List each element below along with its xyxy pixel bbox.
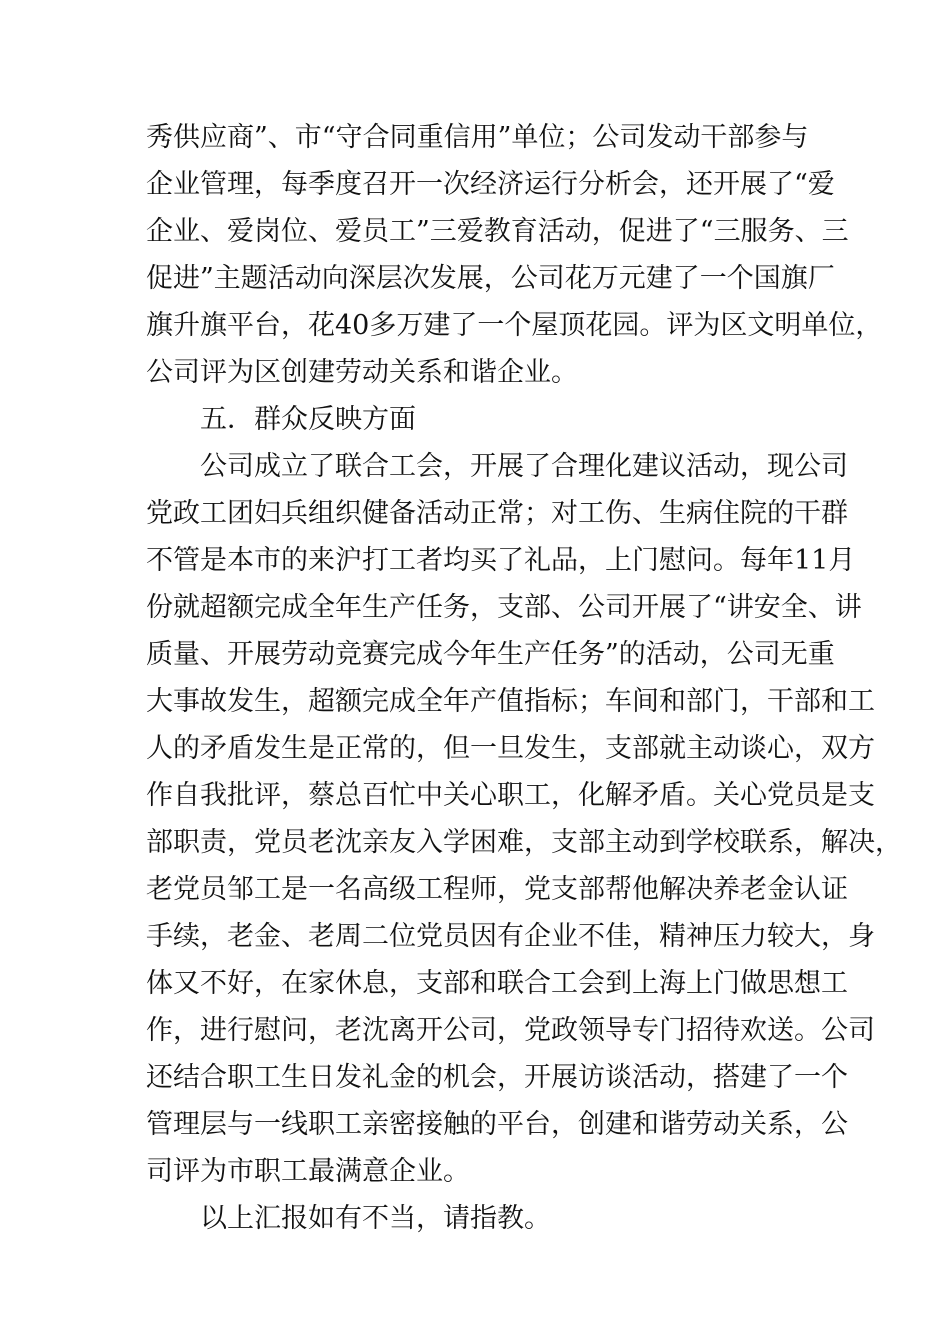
text-line: 作自我批评，蔡总百忙中关心职工，化解矛盾。关心党员是支 — [146, 780, 875, 811]
text-line: 还结合职工生日发礼金的机会，开展访谈活动，搭建了一个 — [146, 1062, 848, 1093]
text-line: 体又不好，在家休息，支部和联合工会到上海上门做思想工 — [146, 968, 848, 999]
text-line: 大事故发生，超额完成全年产值指标；车间和部门，干部和工 — [146, 686, 875, 717]
text-line: 司评为市职工最满意企业。 — [146, 1156, 470, 1187]
text-line: 五．群众反映方面 — [200, 404, 416, 435]
text-line: 以上汇报如有不当，请指教。 — [200, 1203, 551, 1234]
text-line: 公司成立了联合工会，开展了合理化建议活动，现公司 — [200, 451, 848, 482]
text-line: 份就超额完成全年生产任务，支部、公司开展了“讲安全、讲 — [146, 592, 862, 623]
text-line: 手续，老金、老周二位党员因有企业不佳，精神压力较大，身 — [146, 921, 875, 952]
text-line: 促进”主题活动向深层次发展，公司花万元建了一个国旗厂 — [146, 263, 835, 294]
text-line: 企业管理，每季度召开一次经济运行分析会，还开展了“爱 — [146, 169, 835, 200]
text-line: 质量、开展劳动竞赛完成今年生产任务”的活动，公司无重 — [146, 639, 835, 670]
text-line: 公司评为区创建劳动关系和谐企业。 — [146, 357, 578, 388]
text-line: 部职责，党员老沈亲友入学困难，支部主动到学校联系，解决， — [146, 827, 902, 858]
text-line: 不管是本市的来沪打工者均买了礼品，上门慰问。每年11月 — [146, 545, 856, 576]
text-line: 企业、爱岗位、爱员工”三爱教育活动，促进了“三服务、三 — [146, 216, 849, 247]
text-line: 老党员邹工是一名高级工程师，党支部帮他解决养老金认证 — [146, 874, 848, 905]
text-line: 作，进行慰问，老沈离开公司，党政领导专门招待欢送。公司 — [146, 1015, 875, 1046]
text-line: 党政工团妇兵组织健备活动正常；对工伤、生病住院的干群 — [146, 498, 848, 529]
text-line: 旗升旗平台，花40多万建了一个屋顶花园。评为区文明单位， — [146, 310, 883, 341]
text-line: 秀供应商”、市“守合同重信用”单位；公司发动干部参与 — [146, 122, 809, 153]
text-line: 人的矛盾发生是正常的，但一旦发生，支部就主动谈心，双方 — [146, 733, 875, 764]
text-line: 管理层与一线职工亲密接触的平台，创建和谐劳动关系，公 — [146, 1109, 848, 1140]
document-body — [146, 114, 902, 1242]
